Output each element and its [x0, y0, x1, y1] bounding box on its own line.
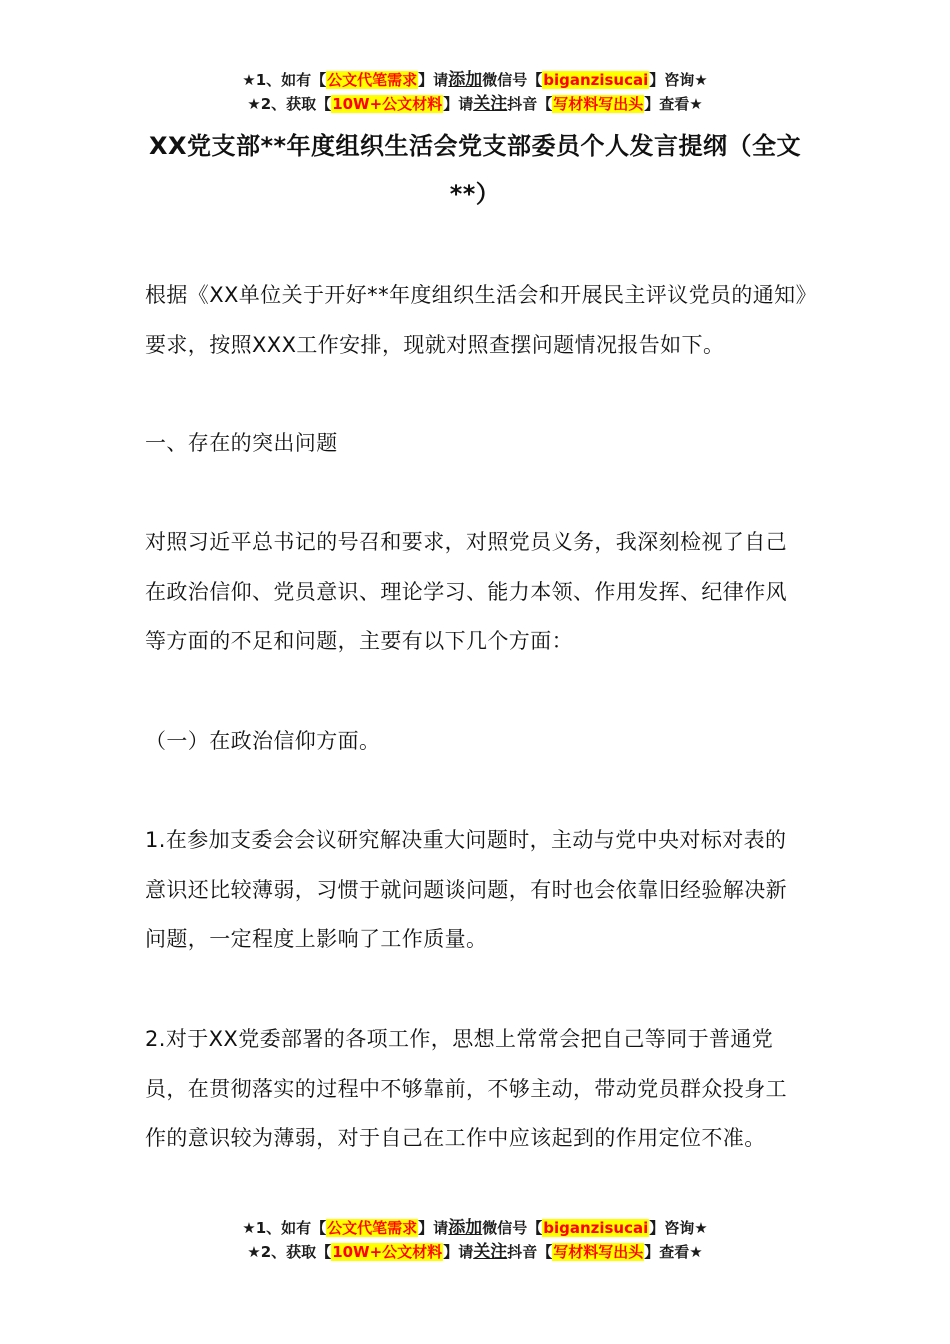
- promo-highlight: 公文代笔需求: [327, 71, 418, 89]
- promo-text: 】请: [418, 1219, 449, 1237]
- subsection-heading: （一）在政治信仰方面。: [145, 729, 381, 753]
- section-heading: 一、存在的突出问题: [145, 431, 338, 455]
- promo-text: 抖音【: [507, 95, 553, 113]
- promo-text: 】咨询★: [649, 1219, 708, 1237]
- promo-highlight: 公文代笔需求: [327, 1219, 418, 1237]
- promo-text: 】查看★: [644, 95, 703, 113]
- list-item: 1.在参加支委会会议研究解决重大问题时，主动与党中央对标对表的意识还比较薄弱，习惯于就问题谈问题，有时也会依靠旧经验解决新问题，一定程度上影响了工作质量。: [145, 828, 787, 951]
- promo-highlight: 10W+公文材料: [332, 1243, 443, 1261]
- promo-line-2: [0, 1240, 950, 1264]
- promo-line-1: [0, 1216, 950, 1240]
- promo-text: 】查看★: [644, 1243, 703, 1261]
- promo-text: ★1、如有【: [242, 1219, 327, 1237]
- promo-line-1: [0, 68, 950, 92]
- promo-banner-top: [0, 68, 950, 116]
- promo-text: ★2、获取【: [247, 1243, 332, 1261]
- promo-text: 微信号【: [482, 1219, 543, 1237]
- document-title: XX党支部**年度组织生活会党支部委员个人发言提纲（全文**）: [148, 132, 802, 208]
- promo-banner-bottom: [0, 1216, 950, 1264]
- promo-emphasis: 关注: [473, 1242, 508, 1262]
- promo-highlight: biganzisucai: [543, 71, 649, 89]
- section-intro-paragraph: 对照习近平总书记的号召和要求，对照党员义务，我深刻检视了自己在政治信仰、党员意识、理论学习、能力本领、作用发挥、纪律作风等方面的不足和问题，主要有以下几个方面：: [145, 530, 787, 653]
- intro-paragraph: 根据《XX单位关于开好**年度组织生活会和开展民主评议党员的通知》要求，按照XXX工作安排，现就对照查摆问题情况报告如下。: [145, 283, 807, 357]
- promo-text: ★1、如有【: [242, 71, 327, 89]
- promo-text: 】咨询★: [649, 71, 708, 89]
- promo-highlight: 10W+公文材料: [332, 95, 443, 113]
- promo-line-2: [0, 92, 950, 116]
- promo-highlight: biganzisucai: [543, 1219, 649, 1237]
- promo-emphasis: 关注: [473, 94, 508, 114]
- promo-text: 】请: [443, 1243, 474, 1261]
- promo-text: 】请: [418, 71, 449, 89]
- promo-highlight: 写材料写出头: [553, 95, 644, 113]
- promo-highlight: 写材料写出头: [553, 1243, 644, 1261]
- list-item: 2.对于XX党委部署的各项工作，思想上常常会把自己等同于普通党员，在贯彻落实的过程中不够靠前，不够主动，带动党员群众投身工作的意识较为薄弱，对于自己在工作中应该起到的作用定位不准。: [145, 1027, 787, 1150]
- promo-text: ★2、获取【: [247, 95, 332, 113]
- promo-text: 抖音【: [507, 1243, 553, 1261]
- promo-text: 】请: [443, 95, 474, 113]
- promo-text: 微信号【: [482, 71, 543, 89]
- promo-emphasis: 添加: [448, 70, 483, 90]
- promo-emphasis: 添加: [448, 1218, 483, 1238]
